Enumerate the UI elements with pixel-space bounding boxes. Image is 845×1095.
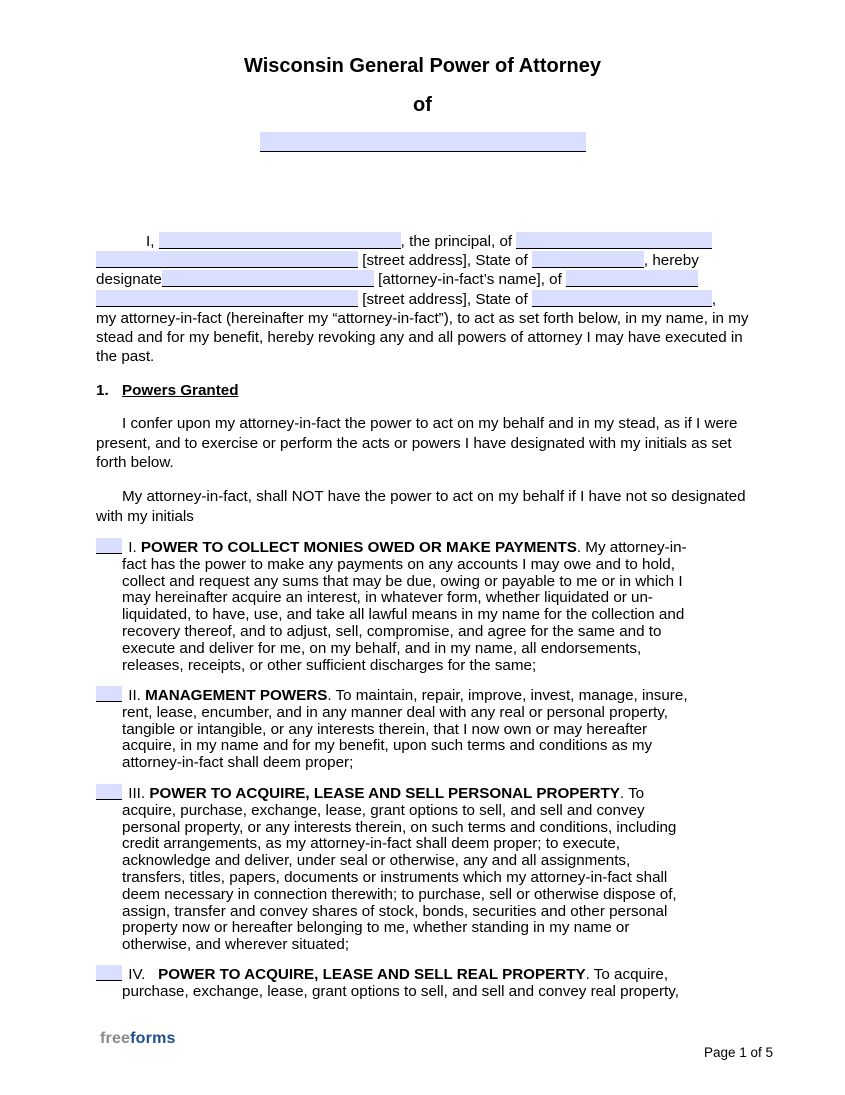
power-1-initials-field[interactable]: [96, 538, 122, 554]
power-3-line: acquire, purchase, exchange, lease, grant options to sell, and sell and convey: [122, 801, 645, 819]
power-4-heading: POWER TO ACQUIRE, LEASE AND SELL REAL PROPERTY: [158, 966, 586, 983]
power-1-line: may hereinafter acquire an interest, in whatever form, whether liquidated or un-: [122, 589, 653, 607]
intro-line1-mid: , the principal, of: [400, 233, 517, 250]
intro-line-3: [96, 270, 756, 289]
page-number: Page 1 of 5: [704, 1045, 774, 1060]
power-1-heading: POWER TO COLLECT MONIES OWED OR MAKE PAYMENTS: [140, 539, 577, 556]
power-4-numeral: IV.: [124, 966, 159, 983]
power-1-line: releases, receipts, or other sufficient discharges for the same;: [122, 656, 537, 674]
intro-line4-end: ,: [711, 290, 717, 308]
attorney-name-input[interactable]: [162, 270, 374, 287]
power-2-line: attorney-in-fact shall deem proper;: [122, 754, 354, 772]
power-3-line: otherwise, and wherever situated;: [122, 936, 350, 954]
power-3-line: property now or hereafter belonging to me, whether standing in my name or: [122, 919, 630, 937]
power-2-heading: MANAGEMENT POWERS: [145, 687, 328, 704]
power-1-numeral: I.: [124, 539, 141, 556]
logo-free-text: free: [100, 1030, 131, 1047]
intro-line4-mid: [street address], State of: [358, 290, 532, 308]
power-2-line: rent, lease, encumber, and in any manner deal with any real or personal property,: [122, 703, 668, 721]
intro-line3-prefix: designate: [96, 271, 162, 289]
intro-line1-prefix: I,: [146, 233, 159, 250]
power-1-first-tail: . My attorney-in-: [576, 539, 687, 556]
section-1-number: 1.: [96, 382, 109, 399]
attorney-street-input[interactable]: [96, 290, 358, 307]
freeforms-logo: [100, 1030, 176, 1048]
section-1-paragraph-1: [96, 414, 746, 473]
intro-line-2: [96, 251, 756, 270]
power-3-line: credit arrangements, as my attorney-in-fact shall deem proper; to execute,: [122, 835, 621, 853]
power-1-line: fact has the power to make any payments on any accounts I may owe and to hold,: [122, 555, 675, 573]
power-3-numeral: III.: [124, 785, 150, 802]
principal-name-field[interactable]: [260, 132, 586, 152]
intro-paragraph: [96, 232, 756, 366]
document-title-of: of: [413, 94, 432, 116]
power-3-heading: POWER TO ACQUIRE, LEASE AND SELL PERSONAL PROPERTY: [149, 785, 620, 802]
power-3-line: deem necessary in connection therewith; to purchase, sell or otherwise dispose of,: [122, 885, 677, 903]
document-title: Wisconsin General Power of Attorney: [244, 55, 601, 77]
power-item-2: [96, 686, 756, 772]
principal-state-input[interactable]: [532, 251, 644, 268]
power-4-line: purchase, exchange, lease, grant options to sell, and sell and convey real property,: [122, 982, 679, 1000]
power-2-first-tail: . To maintain, repair, improve, invest, manage, insure,: [327, 687, 688, 704]
power-item-3: [96, 784, 756, 954]
principal-street-input[interactable]: [96, 251, 358, 268]
intro-line2-mid: [street address], State of: [358, 252, 532, 270]
intro-line2-end: , hereby: [643, 252, 699, 270]
section-1-paragraph-2: [96, 487, 746, 526]
power-item-1: [96, 538, 756, 674]
power-1-line: recovery thereof, and to adjust, sell, compromise, and agree for the same and to: [122, 622, 662, 640]
logo-forms-text: forms: [130, 1030, 176, 1047]
power-item-4: [96, 965, 756, 1001]
attorney-state-input[interactable]: [532, 290, 712, 307]
principal-name-input[interactable]: [159, 232, 401, 249]
power-3-line: acknowledge and deliver, under seal or otherwise, any and all assignments,: [122, 852, 631, 870]
power-3-line: assign, transfer and convey shares of stock, bonds, securities and other personal: [122, 902, 668, 920]
principal-city-input[interactable]: [516, 232, 712, 249]
power-2-numeral: II.: [124, 687, 146, 704]
power-3-first-tail: . To: [619, 785, 645, 802]
power-1-line: liquidated, to have, use, and take all lawful means in my name for the collection and: [122, 606, 685, 624]
power-3-line: personal property, or any interests therein, on such terms and conditions, including: [122, 818, 677, 836]
section-1-heading: [96, 382, 238, 399]
intro-line-4: [96, 290, 756, 309]
power-4-initials-field[interactable]: [96, 965, 122, 981]
intro-body: my attorney-in-fact (hereinafter my “attorney-in-fact”), to act as set forth below, in my name, in my stead and for my benefit, hereby revoking any and all powers of attorney I may have executed in the past.: [96, 309, 749, 366]
power-2-line: acquire, in my name and for my benefit, upon such terms and conditions as my: [122, 737, 653, 755]
intro-line3-mid: [attorney-in-fact’s name], of: [373, 271, 567, 289]
section-1-title: Powers Granted: [122, 382, 239, 399]
power-4-first-tail: . To acquire,: [585, 966, 669, 983]
power-1-line: execute and deliver for me, on my behalf, and in my name, all endorsements,: [122, 639, 642, 657]
intro-line-1: [96, 232, 756, 251]
section-1-paragraph-2-text: My attorney-in-fact, shall NOT have the power to act on my behalf if I have not so designated with my initials: [96, 488, 746, 525]
attorney-city-input[interactable]: [566, 270, 698, 287]
power-3-line: transfers, titles, papers, documents or instruments which my attorney-in-fact shall: [122, 868, 668, 886]
power-1-line: collect and request any sums that may be due, owing or payable to me or in which I: [122, 572, 683, 590]
section-1-paragraph-1-text: I confer upon my attorney-in-fact the power to act on my behalf and in my stead, as if I were present, and to exercise or perform the acts or powers I have designated with my initials as set forth below.: [96, 415, 738, 472]
power-3-initials-field[interactable]: [96, 784, 122, 800]
power-2-line: tangible or intangible, or any interests therein, that I now own or may hereafter: [122, 720, 648, 738]
power-2-initials-field[interactable]: [96, 686, 122, 702]
